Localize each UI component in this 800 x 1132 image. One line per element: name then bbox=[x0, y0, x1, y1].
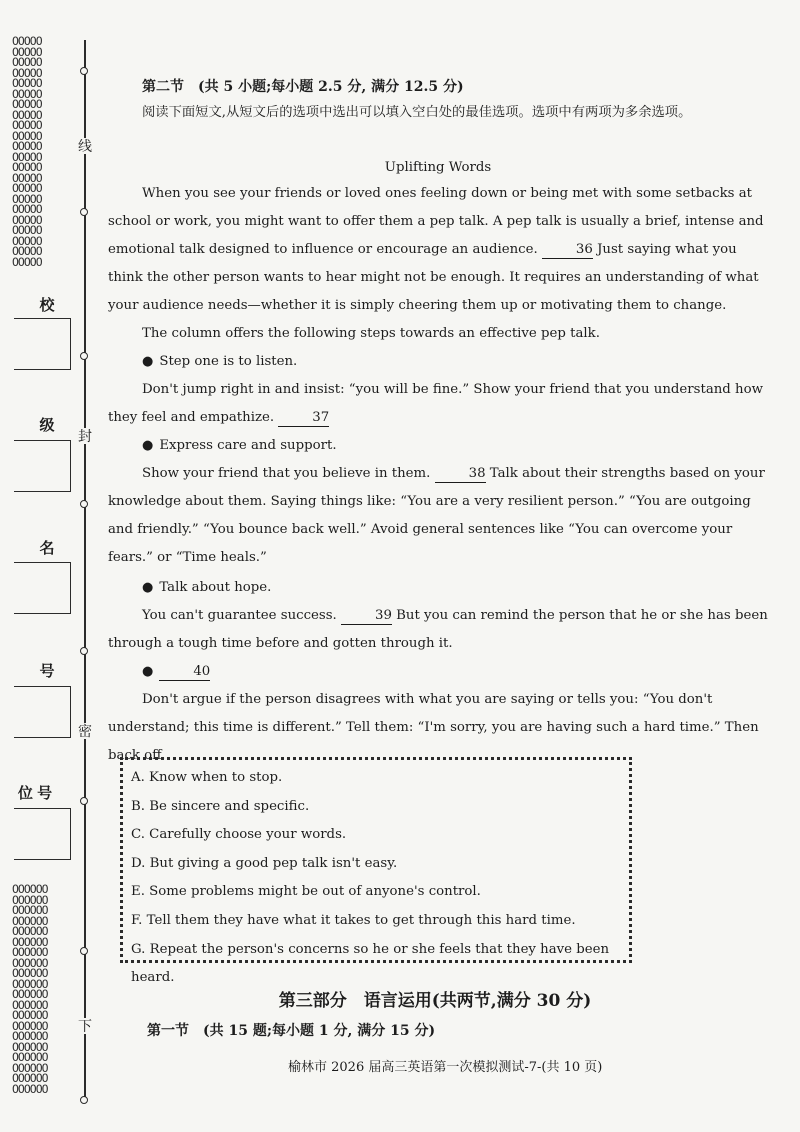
blank-38[interactable]: 38 bbox=[435, 466, 486, 483]
field-box-class[interactable] bbox=[14, 440, 71, 492]
field-label-name: 名 bbox=[39, 540, 55, 557]
field-box-number[interactable] bbox=[14, 686, 71, 738]
blank-36[interactable]: 36 bbox=[542, 242, 593, 259]
option-g[interactable]: G. Repeat the person's concerns so he or she feels that they have been heard. bbox=[131, 941, 610, 986]
passage-paragraph-4: Show your friend that you believe in them. 38 Talk about their strengths based on your knowledge about them. Saying things like: “You are a very resilient person.” “You are outgoing and friendly.” “You bounce back well.” Avoid general sentences like “You can overcome your fears.” or “Time heals.” bbox=[108, 466, 765, 565]
field-box-school[interactable] bbox=[14, 318, 71, 370]
binding-circle bbox=[80, 947, 88, 955]
field-label-class: 级 bbox=[39, 417, 55, 434]
bullet-icon: ● bbox=[142, 438, 154, 453]
binding-circle bbox=[80, 1096, 88, 1104]
binding-mark-xia: 下 bbox=[78, 1018, 92, 1034]
binding-circle bbox=[80, 208, 88, 216]
passage-paragraph-3: Don't jump right in and insist: “you will be fine.” Show your friend that you understand how they feel and empathize. 37 bbox=[108, 382, 763, 425]
option-c[interactable]: C. Carefully choose your words. bbox=[131, 827, 347, 843]
step-2: ● Express care and support. bbox=[142, 438, 337, 453]
part3-title: 第三部分 语言运用(共两节,满分 30 分) bbox=[278, 991, 592, 1011]
binding-mark-xian: 线 bbox=[78, 138, 92, 154]
part3-section1-title: 第一节 (共 15 题;每小题 1 分, 满分 15 分) bbox=[147, 1023, 436, 1039]
option-f[interactable]: F. Tell them they have what it takes to get through this hard time. bbox=[131, 912, 576, 928]
blank-40[interactable]: 40 bbox=[159, 664, 210, 681]
options-box bbox=[120, 757, 632, 986]
option-d[interactable]: D. But giving a good pep talk isn't easy. bbox=[131, 855, 398, 871]
blank-39[interactable]: 39 bbox=[341, 608, 392, 625]
decorative-circles-top: OOOOO OOOOO OOOOO OOOOO OOOOO OOOOO OOOOO OOOOO OOOOO OOOOO OOOOO OOOOO OOOOO OOOOO OOOOO OOOOO OOOOO OOOOO OOOOO OOOOO OOOOO OOOOO bbox=[12, 34, 42, 269]
bullet-icon: ● bbox=[142, 354, 154, 369]
field-box-seat[interactable] bbox=[14, 808, 71, 860]
section2-instruction: 阅读下面短文,从短文后的选项中选出可以填入空白处的最佳选项。选项中有两项为多余选项。 bbox=[142, 105, 692, 120]
step-3: ● Talk about hope. bbox=[142, 580, 272, 595]
step-4 bbox=[108, 658, 768, 686]
binding-circle bbox=[80, 500, 88, 508]
binding-circle bbox=[80, 352, 88, 360]
binding-mark-feng: 封 bbox=[78, 428, 92, 444]
step-1: ● Step one is to listen. bbox=[142, 354, 298, 369]
bullet-icon: ● bbox=[142, 664, 154, 679]
bullet-icon: ● bbox=[142, 580, 154, 595]
option-e[interactable]: E. Some problems might be out of anyone's control. bbox=[131, 884, 481, 900]
binding-line bbox=[84, 40, 86, 1100]
field-box-name[interactable] bbox=[14, 562, 71, 614]
field-label-number: 号 bbox=[39, 663, 55, 680]
field-label-school: 校 bbox=[39, 297, 55, 314]
binding-mark-mi: 密 bbox=[78, 723, 92, 739]
option-b[interactable]: B. Be sincere and specific. bbox=[131, 798, 310, 814]
decorative-circles-bottom: OOOOOO OOOOOO OOOOOO OOOOOO OOOOOO OOOOOO OOOOOO OOOOOO OOOOOO OOOOOO OOOOOO OOOOOO OOOOOO OOOOOO OOOOOO OOOOOO OOOOOO OOOOOO OOOOOO OOOOOO bbox=[12, 882, 48, 1096]
option-a[interactable]: A. Know when to stop. bbox=[131, 770, 283, 785]
page-footer: 榆林市 2026 届高三英语第一次模拟测试-7-(共 10 页) bbox=[288, 1060, 603, 1075]
field-label-seat: 位 号 bbox=[17, 785, 53, 802]
passage-paragraph-5: You can't guarantee success. 39 But you can remind the person that he or she has been through a tough time before and gotten through it. bbox=[108, 608, 768, 651]
passage-paragraph-2: The column offers the following steps towards an effective pep talk. bbox=[142, 326, 600, 341]
binding-circle bbox=[80, 67, 88, 75]
passage-paragraph-6: Don't argue if the person disagrees with what you are saying or tells you: “You don't understand; this time is different.” Tell them: “I'm sorry, you are having such a hard time.” Then back off. bbox=[108, 692, 759, 763]
passage-paragraph-1: When you see your friends or loved ones feeling down or being met with some setbacks at school or work, you might want to offer them a pep talk. A pep talk is usually a brief, intense and emotional talk designed to influence or encourage an audience. 36 Just saying what you think the other person wants to hear might not be enough. It requires an understanding of what your audience needs—whether it is simply cheering them up or motivating them to change. bbox=[108, 186, 764, 313]
binding-circle bbox=[80, 647, 88, 655]
binding-circle bbox=[80, 797, 88, 805]
blank-37[interactable]: 37 bbox=[278, 410, 329, 427]
section2-title: 第二节 (共 5 小题;每小题 2.5 分, 满分 12.5 分) bbox=[142, 79, 464, 95]
passage-title: Uplifting Words bbox=[384, 160, 492, 175]
